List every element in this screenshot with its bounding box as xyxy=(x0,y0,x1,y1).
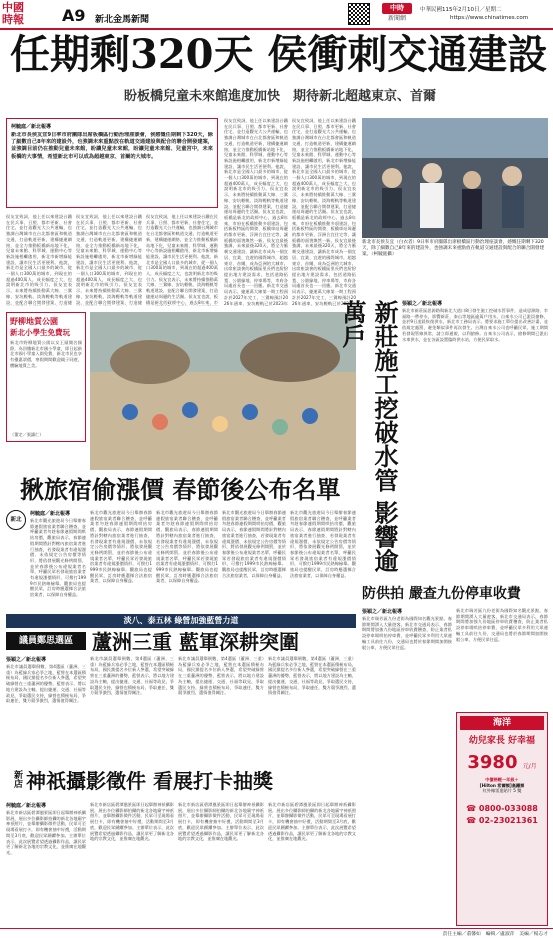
deity-body-col-3: 新北市新店區碧潭風景區即日起舉辦神祇攝影展，展出多位攝影師拍攝的新北各地廟宇神祇照片，並舉辦攝影徵件活動，民眾可至現場看展打卡，即有機會抽中好禮，活動期間至3月底，歡迎民眾踴躍參加。主辦單位表示，此次展覽希望透過攝影作品，讓民眾更了解新北各地的宗教文化，並推廣在地觀光。 xyxy=(178,802,264,842)
masthead-rule xyxy=(0,28,553,30)
hotel-byline: 柯毓庭／新北報導 xyxy=(30,511,71,517)
advertisement xyxy=(456,712,548,926)
deity-byline: 柯毓庭／新北報導 xyxy=(6,803,47,809)
lead-photo-caption: 新北市長侯友宜（白衣者）9日率市府團隊出席板橋區行動治理座談會，感慨任期剩下320天，除了細數自己8年來的建設外，也強調未來重點放在軌道交通建設與配合的聯合開發建案。（柯毓庭攝） xyxy=(362,240,545,258)
hotel-body-col-3: 新北市觀光旅遊局今日舉辦春節連假旅宿業者聯合稽查，並呼籲業者勿趁春節連假期間哄抬房價，觀旅局表示，春節連假期間將針對轄內旅宿業者進行抽查，若發現業者有違規漲價、未依規定公告房價等情形，將依發展觀光條例開罰，並於春節後公布違規業者名單，呼籲民眾若發現旅宿業者有違規漲價情形，可撥打1999市民熱線檢舉。觀旅局也提醒民眾，訂房時應選擇合法旅宿業者，以保障自身權益。 xyxy=(156,510,218,584)
ad-slogan: 幼兒家長 好幸福 xyxy=(468,736,536,746)
council-body-col-2: 新北市議員選舉倒數，第4選區（蘆洲、三重）為藍綠兵家必爭之地，藍營在本選區積極布局，國民黨提名多位新人參選，希望突破綠營在三重蘆洲的優勢，藍營表示，將以地方建設為主軸，提出捷運、交通、社福等政見，爭取選民支持，綠營也積極布局，爭取連任，雙方競爭激烈，選情值得關注。 xyxy=(90,656,174,696)
hotel-body-col-2: 新北市觀光旅遊局今日舉辦春節連假旅宿業者聯合稽查，並呼籲業者勿趁春節連假期間哄抬房價，觀旅局表示，春節連假期間將針對轄內旅宿業者進行抽查，若發現業者有違規漲價、未依規定公告房價等情形，將依發展觀光條例開罰，並於春節後公布違規業者名單，呼籲民眾若發現旅宿業者有違規漲價情形，可撥打1999市民熱線檢舉。觀旅局也提醒民眾，訂房時應選擇合法旅宿業者，以保障自身權益。 xyxy=(90,510,152,584)
lead-body-col-5: 侯友宜致詞，他上任以來建設台鐵在民兵事、日照、都市更新、社會住宅，並打造觀光大公共運輸，也強調台灣城市在台北都會區和軌道交通，打造軌道更新，建構捷運網絡，並全力推動板橋新站地下化，兒童未來館、科學城、運動中心等新設施相繼啟用，新北市新增綠能建設，讓市民生活更便利。他說，新北市是全國人口最多的城市，從一個人口300萬的城市，到現在的超過400萬人，成長幅度之大，也說明新北市的吸引力。侯友宜表示，未來將持續推動萬大線、三鶯線、安坑輕軌、淡海輕軌等軌道建設，並配合聯合開發建案，打造捷運站周邊的生活圈。侯友宜也說，板橋是新北的政經中心，過去8年來，市府在板橋推動多項建設，包括新板特區的開發、板橋車站周邊的都市更新、浮洲合宜住宅等，讓板橋的面貌煥然一新。侯友宜最後強調，未來最後320天，將全力衝刺交通建設，讓新北市成為一個宜居、宜業、宜遊的國際城市，超越東京、首爾，成為亞洲的大城市。出席座談會的板橋區里長們也紛紛提出地方建設需求，包括道路拓寬、公園綠地、停車場等，市府各局處首長也一一回應。新北市交通局表示，捷運萬大線第一期工程預計於2027年完工，三鶯線預計2026年通車，安坑輕軌已於2023年 xyxy=(292,118,356,306)
council-byline: 張穎之／新北報導 xyxy=(6,657,47,663)
ad-price: 3980 xyxy=(467,752,518,773)
lead-subhead: 盼板橋兒童未來館進度加快 期待新北超越東京、首爾 xyxy=(123,89,436,104)
council-tag: 議員鄭思選區 xyxy=(6,632,86,650)
council-body-col-1: 新北市議員選舉倒數，第4選區（蘆洲、三重）為藍綠兵家必爭之地，藍營在本選區積極布局，國民黨提名多位新人參選，希望突破綠營在三重蘆洲的優勢，藍營表示，將以地方建設為主軸，提出捷運、交通、社福等政見，爭取選民支持，綠營也積極布局，爭取連任，雙方競爭激烈，選情值得關注。 xyxy=(6,664,86,704)
lead-body-col-4: 侯友宜致詞，他上任以來建設台鐵在民兵事、日照、都市更新、社會住宅，並打造觀光大公共運輸，也強調台灣城市在台北都會區和軌道交通，打造軌道更新，建構捷運網絡，並全力推動板橋新站地下化，兒童未來館、科學城、運動中心等新設施相繼啟用，新北市新增綠能建設，讓市民生活更便利。他說，新北市是全國人口最多的城市，從一個人口300萬的城市，到現在的超過400萬人，成長幅度之大，也說明新北市的吸引力。侯友宜表示，未來將持續推動萬大線、三鶯線、安坑輕軌、淡海輕軌等軌道建設，並配合聯合開發建案，打造捷運站周邊的生活圈。侯友宜也說，板橋是新北的政經中心，過去8年來，市府在板橋推動多項建設，包括新板特區的開發、板橋車站周邊的都市更新、浮洲合宜住宅等，讓板橋的面貌煥然一新。侯友宜最後強調，未來最後320天，將全力衝刺交通建設，讓新北市成為一個宜居、宜業、宜遊的國際城市，超越東京、首爾，成為亞洲的大城市。出席座談會的板橋區里長們也紛紛提出地方建設需求，包括道路拓寬、公園綠地、停車場等，市府各局處首長也一一回應。新北市交通局表示，捷運萬大線第一期工程預計於2027年完工，三鶯線預計2026年通車，安坑輕軌已於2023年 xyxy=(224,118,288,306)
pipe-body: 新北市新莊區思源路與新北大道口8日發生施工挖破水管事件，造成思源路、幸福路一帶停水，影響新莊、泰山等地區逾萬戶用水，自來水公司已派員搶修，並於9日凌晨恢復供水，新北市工務局表示，將要求施工單位提出改善計畫，並依規定處罰，避免類似事件再次發生。台灣自來水公司也呼籲民眾，施工期間若發現管線異常，請立即通報，以利搶修。自來水公司表示，搶修期間已派出水車供水，並在各區設置臨時供水站，方便民眾取水。 xyxy=(402,308,548,342)
lead-intro-text: 新北市長侯友宜9日率市府團隊出席板橋區行動治理座談會，侯感慨任期剩下320天，除了細數自己8年來的建設外，也強調未來重點放在軌道交通建設與配合的聯合開發建案，並強調目前仍在推動兒童未來館，盼讓兒童未來館，盼讓兒童未來館、兒童宮中，未來板橋的大事情，希望新北市可以成為超越東京、首爾的大城市。 xyxy=(11,132,213,160)
lead-intro-box xyxy=(6,118,218,208)
council-banner-text: 淡八、泰五林 綠營加強藍營力道 xyxy=(123,616,239,625)
jiufen-body-col-2: 新北市瑞芳區九份老街為國際知名觀光景點，春節期間湧入大量遊客，新北市交通局表示，春節期間將加強九份地區停車收費稽查，防止業者私設停車場哄抬停車費，並呼籲民眾多利用大眾運輸工具前往九份，交通局也將於春節期間加開接駁公車，方便民眾往返。 xyxy=(456,608,548,642)
hotel-body-col-5: 新北市觀光旅遊局今日舉辦春節連假旅宿業者聯合稽查，並呼籲業者勿趁春節連假期間哄抬房價，觀旅局表示，春節連假期間將針對轄內旅宿業者進行抽查，若發現業者有違規漲價、未依規定公告房價等情形，將依發展觀光條例開罰，並於春節後公布違規業者名單，呼籲民眾若發現旅宿業者有違規漲價情形，可撥打1999市民熱線檢舉。觀旅局也提醒民眾，訂房時應選擇合法旅宿業者，以保障自身權益。 xyxy=(290,510,356,578)
jiufen-body-col-1: 新北市瑞芳區九份老街為國際知名觀光景點，春節期間湧入大量遊客，新北市交通局表示，春節期間將加強九份地區停車收費稽查，防止業者私設停車場哄抬停車費，並呼籲民眾多利用大眾運輸工具前往九份，交通局也將於春節期間加開接駁公車，方便民眾往返。 xyxy=(362,616,452,650)
website-url: https://www.chinatimes.com xyxy=(450,15,529,21)
lead-headline: 任期剩320天 侯衝刺交通建設 xyxy=(10,31,548,78)
ad-offer-2: [Hilton 希爾頓]高鐵票 xyxy=(479,782,525,788)
qr-code-icon xyxy=(348,3,370,25)
ad-offer-3: 紅外線雷達貼片 5 雙 xyxy=(482,788,522,794)
side-logo-top: 中時 xyxy=(382,3,412,14)
yehliu-photo xyxy=(90,312,356,470)
council-body-col-3: 新北市議員選舉倒數，第4選區（蘆洲、三重）為藍綠兵家必爭之地，藍營在本選區積極布局，國民黨提名多位新人參選，希望突破綠營在三重蘆洲的優勢，藍營表示，將以地方建設為主軸，提出捷運、交通、社福等政見，爭取選民支持，綠營也積極布局，爭取連任，雙方競爭激烈，選情值得關注。 xyxy=(178,656,264,696)
logo-line-2: 時報 xyxy=(2,13,24,26)
ad-price-unit: 元/月 xyxy=(522,763,537,770)
lead-photo-illustration xyxy=(362,118,548,238)
lead-body-col-1: 侯友宜致詞，他上任以來建設台鐵在民兵事、日照、都市更新、社會住宅，並打造觀光大公共運輸，也強調台灣城市在台北都會區和軌道交通，打造軌道更新，建構捷運網絡，並全力推動板橋新站地下化，兒童未來館、科學城、運動中心等新設施相繼啟用，新北市新增綠能建設，讓市民生活更便利。他說，新北市是全國人口最多的城市，從一個人口300萬的城市，到現在的超過400萬人，成長幅度之大，也說明新北市的吸引力。侯友宜表示，未來將持續推動萬大線、三鶯線、安坑輕軌、淡海輕軌等軌道建設，並配合聯合開發建案，打造捷 xyxy=(6,214,72,305)
ad-offer: 中價格輕一年級＋ xyxy=(485,777,519,782)
ad-hotline: ☎ 0800-033088 xyxy=(466,803,538,813)
page-number: A9 xyxy=(62,6,86,25)
yehliu-title: 野柳地質公園 xyxy=(10,317,58,326)
ad-price-row xyxy=(460,752,544,773)
lead-body-col-2: 侯友宜致詞，他上任以來建設台鐵在民兵事、日照、都市更新、社會住宅，並打造觀光大公共運輸，也強調台灣城市在台北都會區和軌道交通，打造軌道更新，建構捷運網絡，並全力推動板橋新站地下化，兒童未來館、科學城、運動中心等新設施相繼啟用，新北市新增綠能建設，讓市民生活更便利。他說，新北市是全國人口最多的城市，從一個人口300萬的城市，到現在的超過400萬人，成長幅度之大，也說明新北市的吸引力。侯友宜表示，未來將持續推動萬大線、三鶯線、安坑輕軌、淡海輕軌等軌道建設，並配合聯合開發建案，打造捷 xyxy=(76,214,142,305)
hotel-headline: 揪旅宿偷漲價 春節後公布名單 xyxy=(20,475,341,504)
deity-headline: 神祇攝影徵件 看展打卡抽獎 xyxy=(26,769,273,793)
lead-photo xyxy=(362,118,548,238)
side-logo-bottom: 新聞網 xyxy=(387,15,406,22)
footer-rule xyxy=(0,928,553,929)
council-body-col-4: 新北市議員選舉倒數，第4選區（蘆洲、三重）為藍綠兵家必爭之地，藍營在本選區積極布局，國民黨提名多位新人參選，希望突破綠營在三重蘆洲的優勢，藍營表示，將以地方建設為主軸，提出捷運、交通、社福等政見，爭取選民支持，綠營也積極布局，爭取連任，雙方競爭激烈，選情值得關注。 xyxy=(268,656,356,696)
deity-body-col-2: 新北市新店區碧潭風景區即日起舉辦神祇攝影展，展出多位攝影師拍攝的新北各地廟宇神祇照片，並舉辦攝影徵件活動，民眾可至現場看展打卡，即有機會抽中好禮，活動期間至3月底，歡迎民眾踴躍參加。主辦單位表示，此次展覽希望透過攝影作品，讓民眾更了解新北各地的宗教文化，並推廣在地觀光。 xyxy=(90,802,174,842)
lead-byline: 柯毓庭／新北報導 xyxy=(11,124,52,130)
deity-body-col-4: 新北市新店區碧潭風景區即日起舉辦神祇攝影展，展出多位攝影師拍攝的新北各地廟宇神祇照片，並舉辦攝影徵件活動，民眾可至現場看展打卡，即有機會抽中好禮，活動期間至3月底，歡迎民眾踴躍參加。主辦單位表示，此次展覽希望透過攝影作品，讓民眾更了解新北各地的宗教文化，並推廣在地觀光。 xyxy=(268,802,356,842)
yehliu-credit: （董定／張鎮仁） xyxy=(10,432,44,437)
deity-body-col-1: 新北市新店區碧潭風景區即日起舉辦神祇攝影展，展出多位攝影師拍攝的新北各地廟宇神祇照片，並舉辦攝影徵件活動，民眾可至現場看展打卡，即有機會抽中好禮，活動期間至3月底，歡迎民眾踴躍參加。主辦單位表示，此次展覽希望透過攝影作品，讓民眾更了解新北各地的宗教文化，並推廣在地觀光。 xyxy=(6,810,86,855)
pipe-byline: 張穎之／新北報導 xyxy=(402,301,443,307)
hotel-body-col-1: 新北市觀光旅遊局今日舉辦春節連假旅宿業者聯合稽查，並呼籲業者勿趁春節連假期間哄抬房價，觀旅局表示，春節連假期間將針對轄內旅宿業者進行抽查，若發現業者有違規漲價、未依規定公告房價等情形，將依發展觀光條例開罰，並於春節後公布違規業者名單，呼籲民眾若發現旅宿業者有違規漲價情形，可撥打1999市民熱線檢舉。觀旅局也提醒民眾，訂房時應選擇合法旅宿業者，以保障自身權益。 xyxy=(30,518,86,598)
jiufen-byline: 張穎之／新北報導 xyxy=(362,609,403,615)
logo-line-1: 中國 xyxy=(2,1,24,14)
council-banner xyxy=(6,614,356,628)
yehliu-subtitle: 新北小學生免費玩 xyxy=(10,328,70,337)
hotel-body-col-4: 新北市觀光旅遊局今日舉辦春節連假旅宿業者聯合稽查，並呼籲業者勿趁春節連假期間哄抬房價，觀旅局表示，春節連假期間將針對轄內旅宿業者進行抽查，若發現業者有違規漲價、未依規定公告房價等情形，將依發展觀光條例開罰，並於春節後公布違規業者名單，呼籲民眾若發現旅宿業者有違規漲價情形，可撥打1999市民熱線檢舉。觀旅局也提醒民眾，訂房時應選擇合法旅宿業者，以保障自身權益。 xyxy=(222,510,286,578)
newspaper-logo xyxy=(2,2,42,28)
yehliu-body: 新北市野柳地質公園以女王頭聞名國際，為回饋新北市國小學童，即日起新北市國小學童入園免費，新北市民也享有優惠票價，寒假期間歡迎親子同遊，體驗地質之美。 xyxy=(10,340,82,368)
council-headline: 蘆洲三重 藍軍深耕突圍 xyxy=(92,630,299,654)
deity-badge: 新店 xyxy=(12,770,22,788)
lead-body-col-3: 侯友宜致詞，他上任以來建設台鐵在民兵事、日照、都市更新、社會住宅，並打造觀光大公共運輸，也強調台灣城市在台北都會區和軌道交通，打造軌道更新，建構捷運網絡，並全力推動板橋新站地下化，兒童未來館、科學城、運動中心等新設施相繼啟用，新北市新增綠能建設，讓市民生活更便利。他說，新北市是全國人口最多的城市，從一個人口300萬的城市，到現在的超過400萬人，成長幅度之大，也說明新北市的吸引力。侯友宜表示，未來將持續推動萬大線、三鶯線、安坑輕軌、淡海輕軌等軌道建設，並配合聯合開發建案，打造捷運站周邊的生活圈。侯友宜也說，板橋是新北的政經中心，過去8年來，市 xyxy=(146,214,218,305)
issue-date: 中華民國115年2月10日／星期二 xyxy=(420,7,502,13)
yehliu-box xyxy=(6,312,86,442)
masthead xyxy=(0,0,553,30)
ad-brand: 海洋 xyxy=(460,716,544,730)
jiufen-headline: 防供拍 嚴查九份停車收費 xyxy=(362,586,521,602)
pipe-headline: 新莊施工挖破水管 影響逾萬戶 xyxy=(338,300,399,573)
section-name: 新北金馬新聞 xyxy=(95,15,150,25)
footer-credits: 責任主編／董馨如 編輯／盧淑萍 美編／楊志才 xyxy=(442,932,548,937)
ad-hotline-2: ☎ 02-23021361 xyxy=(466,815,538,825)
hotel-badge: 新北 xyxy=(6,510,26,530)
yehliu-photo-illustration xyxy=(90,312,356,470)
side-logo xyxy=(382,3,412,25)
